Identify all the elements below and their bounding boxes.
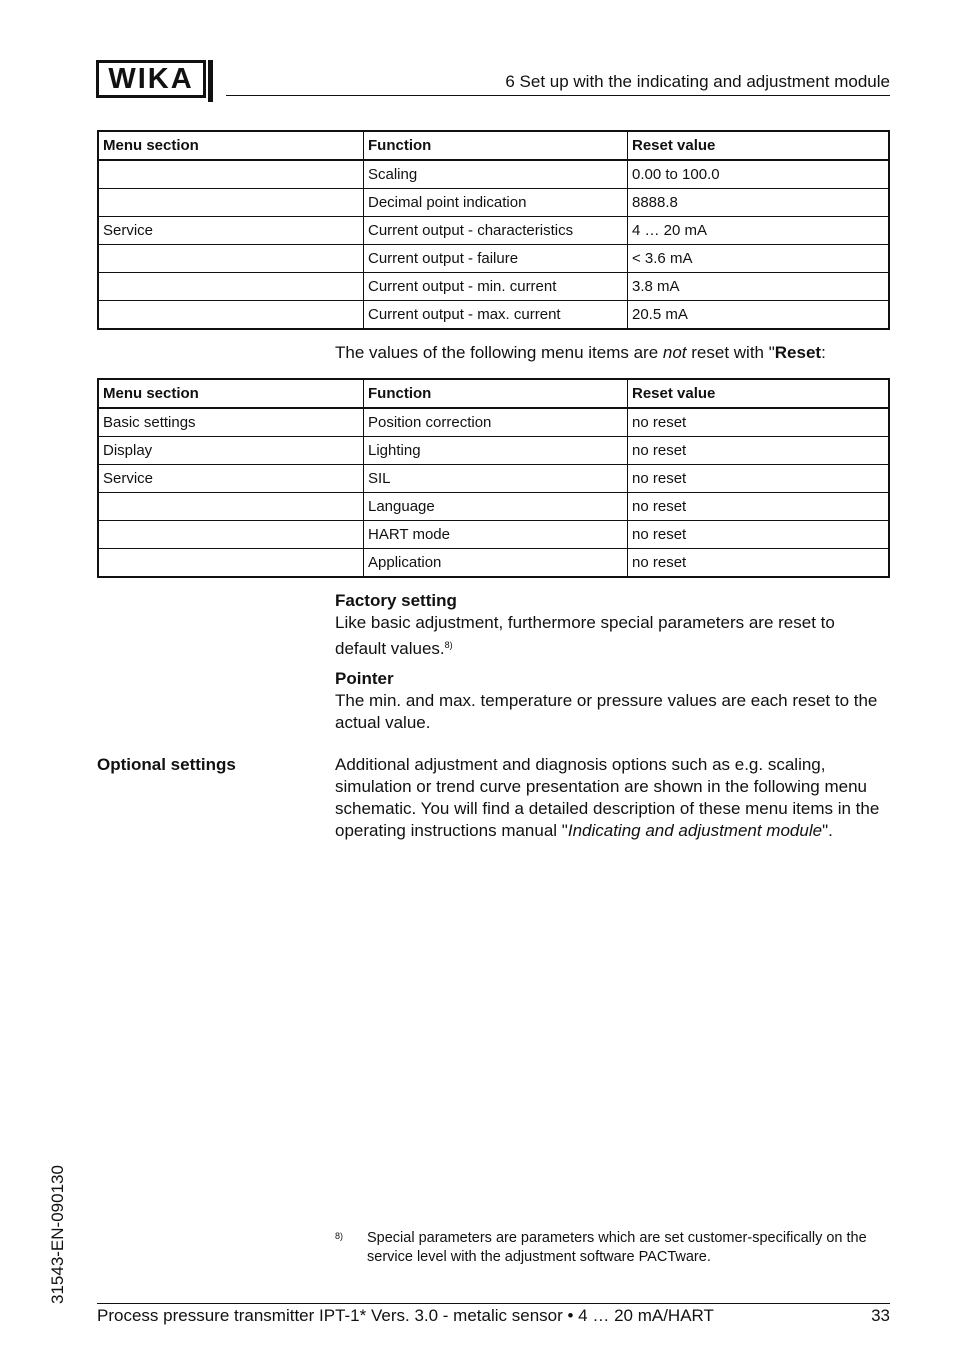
intro-text: The values of the following menu items are xyxy=(335,343,663,362)
factory-setting-text: Like basic adjustment, furthermore special parameters are reset to default values. xyxy=(335,613,835,658)
table-cell: 3.8 mA xyxy=(628,273,890,301)
footer-title: Process pressure transmitter IPT-1* Vers. 3.0 - metalic sensor • 4 … 20 mA/HART xyxy=(97,1306,714,1325)
column-header: Reset value xyxy=(628,379,890,408)
table-cell: Display xyxy=(98,437,364,465)
table-cell: Current output - min. current xyxy=(364,273,628,301)
table-cell xyxy=(98,273,364,301)
optional-text: Additional adjustment and diagnosis options such as e.g. scaling, simulation or trend curve presentation are shown in the following menu schematic. You will find a detailed description of these menu items in the operating instructions manual " xyxy=(335,755,880,840)
table-cell: no reset xyxy=(628,465,890,493)
table-cell: no reset xyxy=(628,408,890,437)
table-cell xyxy=(98,189,364,217)
table-cell: Position correction xyxy=(364,408,628,437)
header-rule xyxy=(226,95,890,96)
page-number: 33 xyxy=(871,1306,890,1325)
table-cell: SIL xyxy=(364,465,628,493)
table-row xyxy=(98,521,889,549)
table-cell: Language xyxy=(364,493,628,521)
table-cell xyxy=(98,493,364,521)
table-cell: Current output - max. current xyxy=(364,301,628,330)
footnote-mark: 8) xyxy=(335,1231,344,1241)
table-row xyxy=(98,273,889,301)
column-header: Menu section xyxy=(98,131,364,160)
table-cell: Lighting xyxy=(364,437,628,465)
table-header-row xyxy=(98,379,889,408)
table-row xyxy=(98,301,889,330)
table-row xyxy=(98,217,889,245)
table-cell xyxy=(98,245,364,273)
pointer-text: The min. and max. temperature or pressure values are each reset to the actual value. xyxy=(335,691,878,732)
table-cell: HART mode xyxy=(364,521,628,549)
intro-bold: Reset xyxy=(774,343,822,362)
intro-emphasis: not xyxy=(662,343,687,362)
footnote-text: Special parameters are parameters which are set customer-specifically on the service level with the adjustment software PACTware. xyxy=(367,1230,867,1265)
table-cell: Service xyxy=(98,465,364,493)
optional-settings-text xyxy=(335,754,890,842)
intro-text: reset with " xyxy=(686,343,775,362)
table-row xyxy=(98,437,889,465)
table-cell xyxy=(98,521,364,549)
optional-text: ". xyxy=(822,821,833,840)
table-cell: 0.00 to 100.0 xyxy=(628,160,890,189)
table-row xyxy=(98,549,889,578)
table-row xyxy=(98,245,889,273)
optional-settings-heading: Optional settings xyxy=(97,755,236,774)
footnote-ref: 8) xyxy=(444,640,453,650)
table-cell: 20.5 mA xyxy=(628,301,890,330)
table-cell: no reset xyxy=(628,521,890,549)
factory-setting-section xyxy=(335,590,890,660)
table-cell: Current output - failure xyxy=(364,245,628,273)
table-cell: Scaling xyxy=(364,160,628,189)
section-title: 6 Set up with the indicating and adjustment module xyxy=(505,72,890,91)
table-cell: no reset xyxy=(628,549,890,578)
table-cell: no reset xyxy=(628,437,890,465)
table-row xyxy=(98,160,889,189)
table-row xyxy=(98,189,889,217)
table-cell xyxy=(98,160,364,189)
column-header: Function xyxy=(364,379,628,408)
wika-logo xyxy=(96,60,206,98)
table-cell: Service xyxy=(98,217,364,245)
table-cell xyxy=(98,301,364,330)
column-header: Reset value xyxy=(628,131,890,160)
table-cell: Decimal point indication xyxy=(364,189,628,217)
table-cell: < 3.6 mA xyxy=(628,245,890,273)
footer-rule xyxy=(97,1303,890,1304)
table-row xyxy=(98,493,889,521)
intro-text: : xyxy=(821,343,826,362)
document-id: 31543-EN-090130 xyxy=(48,1165,67,1304)
optional-emphasis: Indicating and adjustment module xyxy=(567,821,823,840)
table-row xyxy=(98,408,889,437)
table-cell: Application xyxy=(364,549,628,578)
pointer-heading: Pointer xyxy=(335,669,394,688)
logo-bar xyxy=(208,60,213,102)
footnote xyxy=(335,1229,890,1267)
factory-setting-heading: Factory setting xyxy=(335,591,457,610)
pointer-section xyxy=(335,668,890,734)
table-cell xyxy=(98,549,364,578)
not-reset-intro xyxy=(335,342,890,364)
table-cell: Basic settings xyxy=(98,408,364,437)
table-row xyxy=(98,465,889,493)
column-header: Menu section xyxy=(98,379,364,408)
table-cell: no reset xyxy=(628,493,890,521)
table-cell: Current output - characteristics xyxy=(364,217,628,245)
logo-text: WIKA xyxy=(108,62,194,95)
table-header-row xyxy=(98,131,889,160)
not-reset-table xyxy=(97,378,890,578)
table-cell: 4 … 20 mA xyxy=(628,217,890,245)
column-header: Function xyxy=(364,131,628,160)
reset-values-table xyxy=(97,130,890,330)
table-cell: 8888.8 xyxy=(628,189,890,217)
